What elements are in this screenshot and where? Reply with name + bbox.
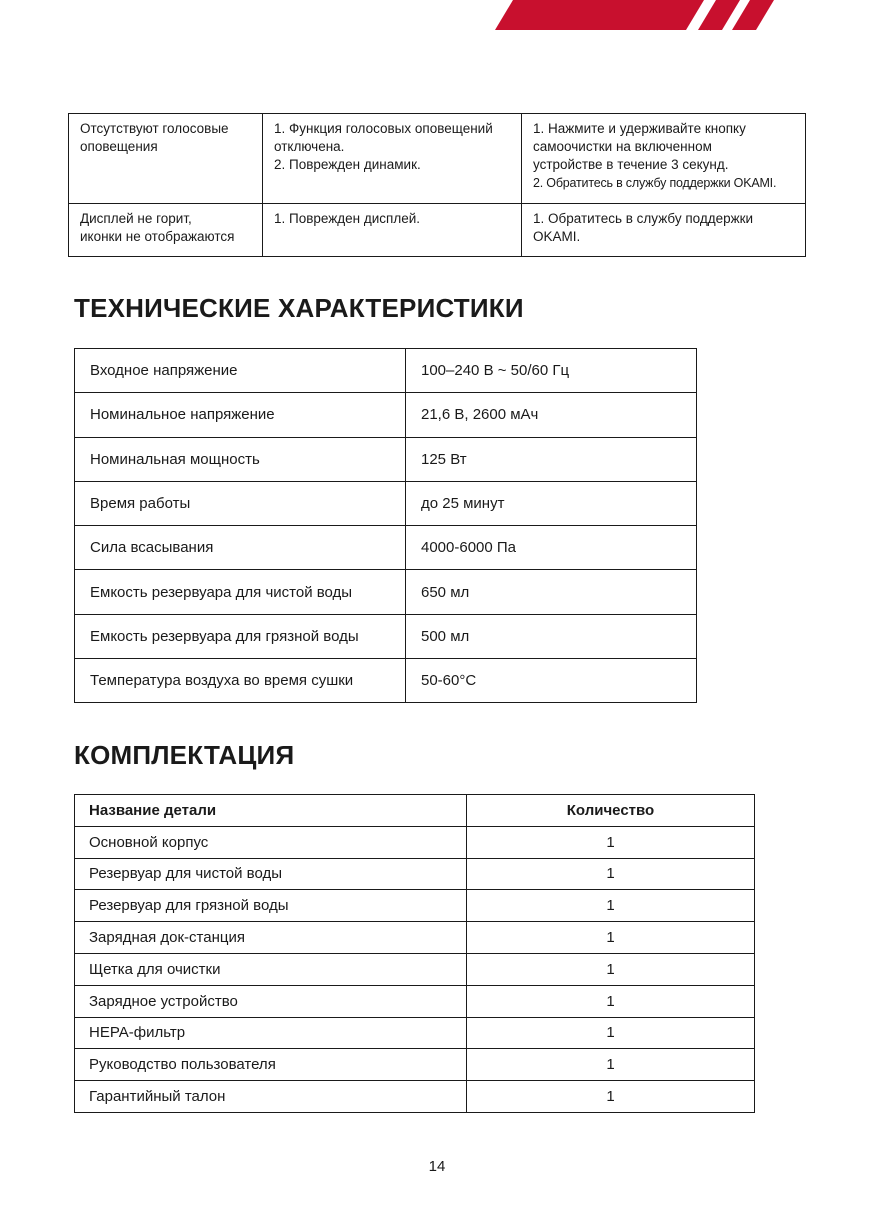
table-row xyxy=(75,1081,755,1113)
part-name: Гарантийный талон xyxy=(75,1081,467,1113)
spec-value: 21,6 В, 2600 мАч xyxy=(406,393,697,437)
spec-row xyxy=(75,481,697,525)
spec-name: Время работы xyxy=(75,481,406,525)
spec-name: Сила всасывания xyxy=(75,526,406,570)
part-name: Зарядная док-станция xyxy=(75,922,467,954)
part-qty: 1 xyxy=(467,1081,755,1113)
spec-value: 100–240 В ~ 50/60 Гц xyxy=(406,349,697,393)
table-row xyxy=(75,1017,755,1049)
header-stripes-decoration xyxy=(0,0,874,40)
table-header-row xyxy=(75,795,755,827)
spec-value: 4000-6000 Па xyxy=(406,526,697,570)
part-name: Щетка для очистки xyxy=(75,953,467,985)
spec-row xyxy=(75,349,697,393)
cause-cell: 1. Функция голосовых оповещений отключена. 2. Поврежден динамик. xyxy=(263,114,522,204)
spec-row xyxy=(75,659,697,703)
table-row xyxy=(69,204,806,257)
spec-value: 650 мл xyxy=(406,570,697,614)
spec-name: Входное напряжение xyxy=(75,349,406,393)
part-name: Резервуар для чистой воды xyxy=(75,858,467,890)
part-qty: 1 xyxy=(467,826,755,858)
solution-cell: 1. Нажмите и удерживайте кнопку самоочистки на включенном устройстве в течение 3 секунд. 2. Обратитесь в службу поддержки OKAMI. xyxy=(522,114,806,204)
spec-row xyxy=(75,614,697,658)
spec-row xyxy=(75,526,697,570)
part-qty: 1 xyxy=(467,985,755,1017)
stripe-main xyxy=(495,0,704,30)
part-name: Резервуар для грязной воды xyxy=(75,890,467,922)
table-row xyxy=(75,890,755,922)
table-row xyxy=(75,985,755,1017)
part-name: Зарядное устройство xyxy=(75,985,467,1017)
table-row xyxy=(75,922,755,954)
part-name: Руководство пользователя xyxy=(75,1049,467,1081)
part-qty: 1 xyxy=(467,922,755,954)
spec-row xyxy=(75,437,697,481)
problem-cell: Дисплей не горит, иконки не отображаются xyxy=(69,204,263,257)
part-name: HEPA-фильтр xyxy=(75,1017,467,1049)
kit-heading: КОМПЛЕКТАЦИЯ xyxy=(74,740,295,770)
cause-cell: 1. Поврежден дисплей. xyxy=(263,204,522,257)
spec-name: Емкость резервуара для чистой воды xyxy=(75,570,406,614)
spec-value: 50-60°С xyxy=(406,659,697,703)
part-qty: 1 xyxy=(467,1049,755,1081)
table-row xyxy=(75,953,755,985)
page-number: 14 xyxy=(428,1158,446,1175)
part-qty: 1 xyxy=(467,858,755,890)
stripe-2 xyxy=(698,0,740,30)
solution-cell: 1. Обратитесь в службу поддержки OKAMI. xyxy=(522,204,806,257)
troubleshooting-table xyxy=(68,113,806,257)
spec-value: 500 мл xyxy=(406,614,697,658)
spec-name: Емкость резервуара для грязной воды xyxy=(75,614,406,658)
spec-row xyxy=(75,570,697,614)
spec-row xyxy=(75,393,697,437)
problem-cell: Отсутствуют голосовые оповещения xyxy=(69,114,263,204)
table-row xyxy=(69,114,806,204)
table-row xyxy=(75,1049,755,1081)
stripe-3 xyxy=(732,0,774,30)
specs-heading: ТЕХНИЧЕСКИЕ ХАРАКТЕРИСТИКИ xyxy=(74,293,524,323)
part-name: Основной корпус xyxy=(75,826,467,858)
kit-table xyxy=(74,794,755,1113)
column-header-qty: Количество xyxy=(467,795,755,827)
specs-table xyxy=(74,348,697,703)
table-row xyxy=(75,858,755,890)
spec-name: Температура воздуха во время сушки xyxy=(75,659,406,703)
part-qty: 1 xyxy=(467,953,755,985)
spec-value: до 25 минут xyxy=(406,481,697,525)
column-header-name: Название детали xyxy=(75,795,467,827)
spec-name: Номинальная мощность xyxy=(75,437,406,481)
part-qty: 1 xyxy=(467,1017,755,1049)
part-qty: 1 xyxy=(467,890,755,922)
spec-value: 125 Вт xyxy=(406,437,697,481)
table-row xyxy=(75,826,755,858)
spec-name: Номинальное напряжение xyxy=(75,393,406,437)
